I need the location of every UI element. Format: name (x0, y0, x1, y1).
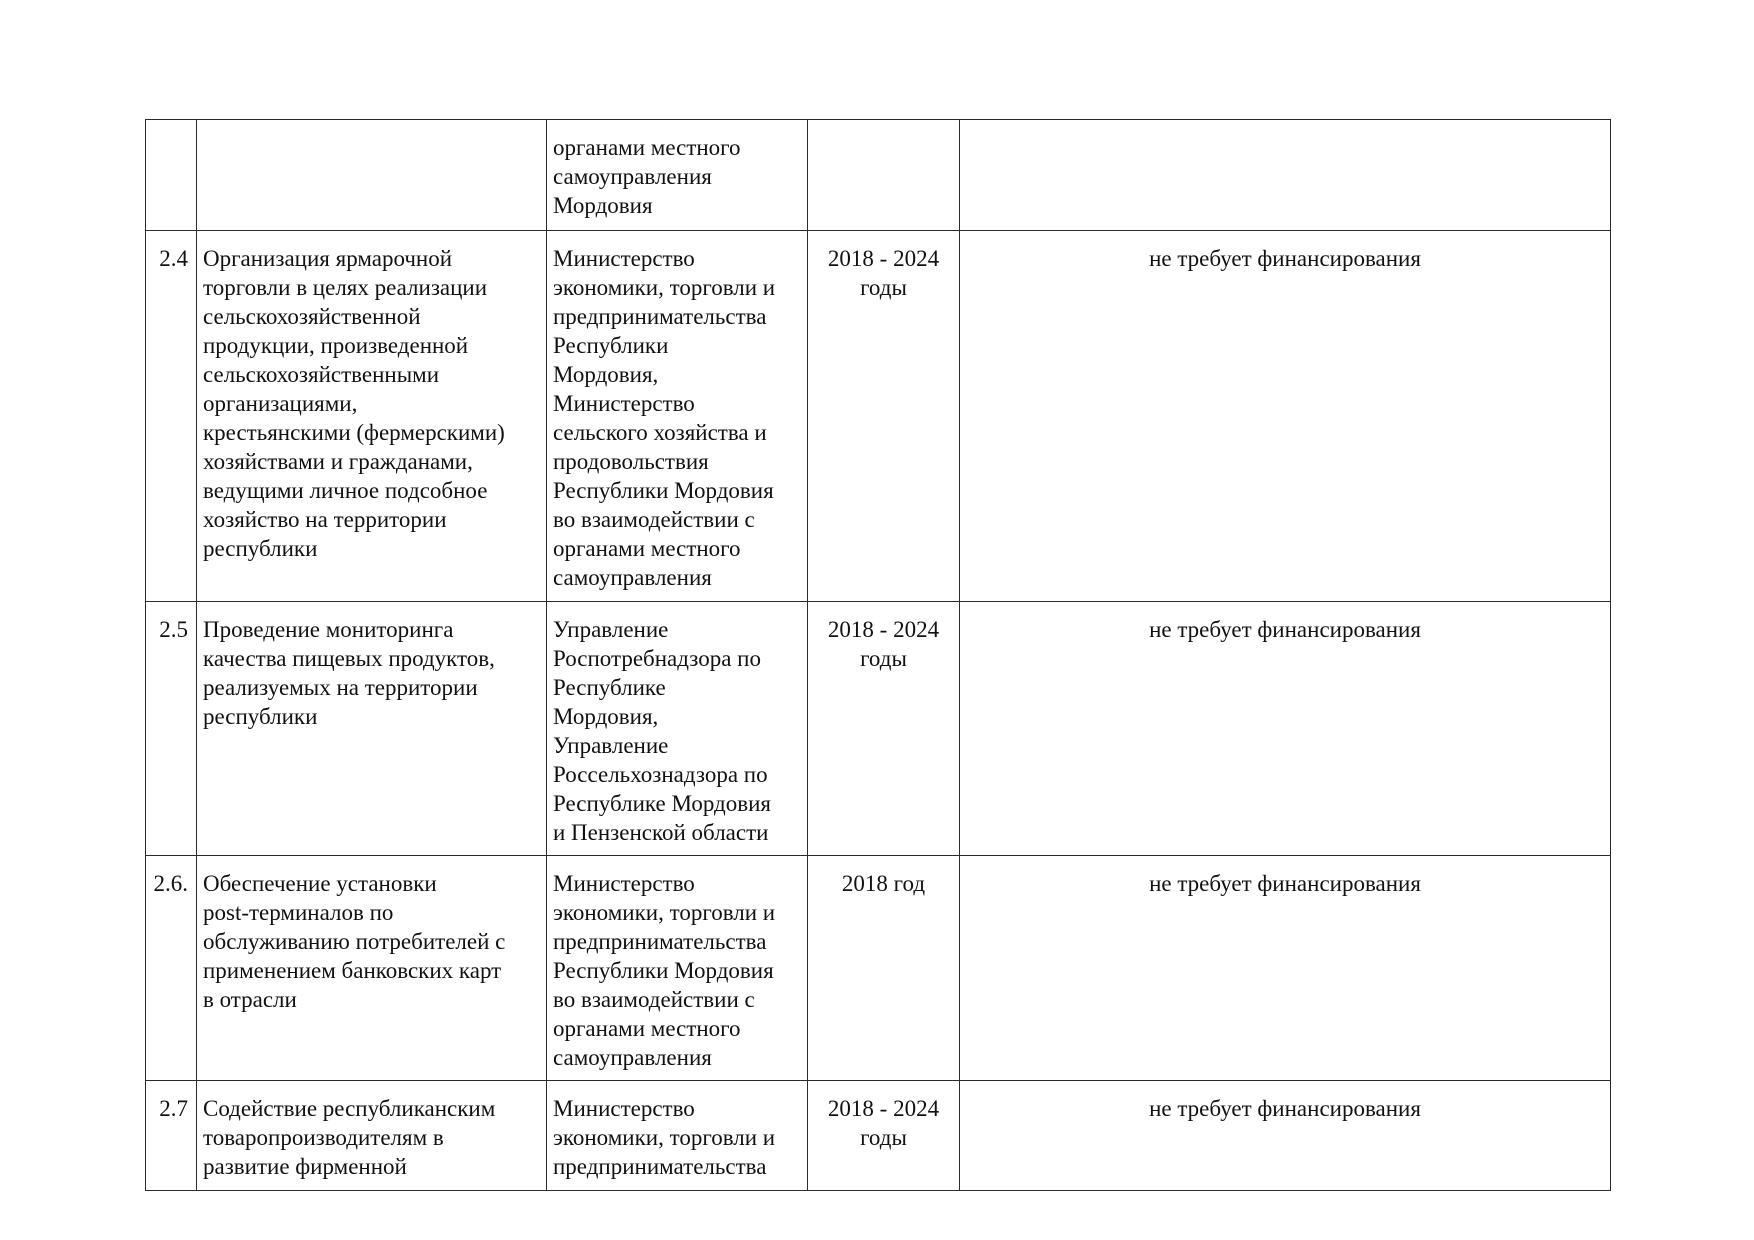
event-text: Проведение мониторинга качества пищевых продуктов, реализуемых на территории республики (203, 617, 495, 729)
table-row (146, 231, 1611, 602)
financing-cell (960, 856, 1611, 1081)
event-text: Обеспечение установки post-терминалов по обслуживанию потребителей с применением банковских карт в отрасли (203, 871, 506, 1012)
period-text: 2018 - 2024 годы (827, 617, 940, 671)
row-number: 2.7 (159, 1096, 188, 1121)
executor-text: Министерство экономики, торговли и предпринимательства (553, 1096, 776, 1179)
event-cell (197, 1081, 547, 1191)
financing-cell (960, 602, 1611, 856)
table-row (146, 1081, 1611, 1191)
event-text: Организация ярмарочной торговли в целях реализации сельскохозяйственной продукции, произведенной сельскохозяйственными организациями, крестьянскими (фермерскими) хозяйствами и гражданами, ведущими личное подсобное хозяйство на территории республики (203, 246, 505, 561)
executor-cell (547, 1081, 808, 1191)
executor-text: органами местного самоуправления Мордовия (553, 135, 741, 218)
table-row (146, 120, 1611, 231)
row-number: 2.5 (159, 617, 188, 642)
period-cell (808, 602, 960, 856)
financing-text: не требует финансирования (1149, 246, 1421, 271)
period-cell (808, 856, 960, 1081)
financing-text: не требует финансирования (1149, 1096, 1421, 1121)
event-cell (197, 602, 547, 856)
period-text: 2018 - 2024 годы (827, 246, 940, 300)
executor-text: Министерство экономики, торговли и предпринимательства Республики Мордовия, Министерство сельского хозяйства и продовольствия Республики Мордовия во взаимодействии с органами местного самоуправления (553, 246, 776, 590)
executor-cell (547, 856, 808, 1081)
executor-cell (547, 602, 808, 856)
financing-cell (960, 231, 1611, 602)
financing-text: не требует финансирования (1149, 871, 1421, 896)
executor-cell (547, 120, 808, 231)
row-number-cell (146, 1081, 197, 1191)
period-cell (808, 120, 960, 231)
period-text: 2018 год (841, 871, 926, 896)
table-row (146, 856, 1611, 1081)
row-number-cell (146, 602, 197, 856)
event-cell (197, 231, 547, 602)
financing-cell (960, 1081, 1611, 1191)
event-text: Содействие республиканским товаропроизводителям в развитие фирменной (203, 1096, 496, 1179)
financing-text: не требует финансирования (1149, 617, 1421, 642)
row-number-cell (146, 856, 197, 1081)
row-number-cell (146, 120, 197, 231)
table-row (146, 602, 1611, 856)
event-cell (197, 120, 547, 231)
event-cell (197, 856, 547, 1081)
row-number: 2.6. (153, 871, 188, 896)
measures-table (145, 119, 1611, 1191)
executor-text: Министерство экономики, торговли и предпринимательства Республики Мордовия во взаимодействии с органами местного самоуправления (553, 871, 776, 1070)
executor-text: Управление Роспотребнадзора по Республике Мордовия, Управление Россельхознадзора по Республике Мордовия и Пензенской области (553, 617, 771, 845)
period-cell (808, 231, 960, 602)
executor-cell (547, 231, 808, 602)
period-text: 2018 - 2024 годы (827, 1096, 940, 1150)
financing-cell (960, 120, 1611, 231)
row-number: 2.4 (159, 246, 188, 271)
period-cell (808, 1081, 960, 1191)
row-number-cell (146, 231, 197, 602)
